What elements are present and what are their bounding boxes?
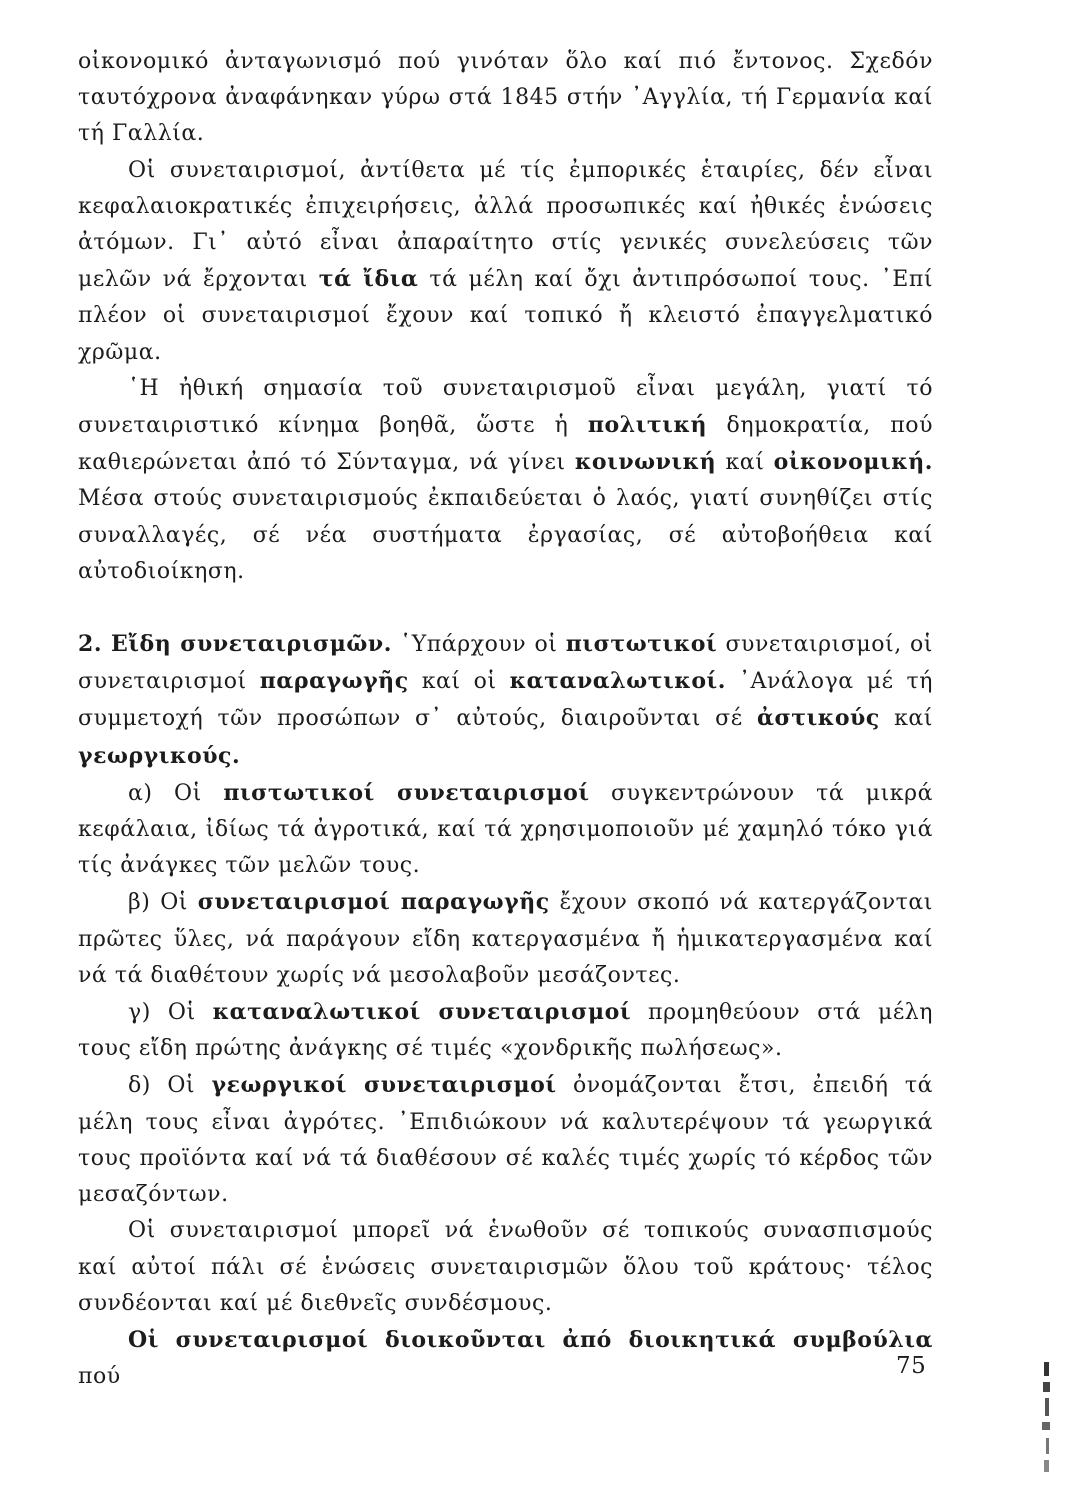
bold-text-run: γεωργικοί συνεταιρισμοί	[211, 1072, 557, 1099]
paragraph	[78, 626, 933, 775]
text-run: α) Οἱ	[128, 780, 224, 806]
bold-text-run: συνεταιρισμοί παραγωγῆς	[197, 889, 550, 916]
text-run: συγκεντρώνουν τά μικρά κεφάλαια, ἰδίως τά ἀγροτικά, καί τά χρησιμοποιοῦν μέ χαμηλό τόκο γιά τίς ἀνάγκες τῶν μελῶν τους.	[78, 780, 933, 879]
page-number: 75	[896, 1353, 927, 1379]
text-run: β) Οἱ	[128, 890, 198, 916]
page-body	[78, 44, 933, 1395]
text-run: καί	[716, 450, 774, 476]
text-run: ᾿Ανάλογα μέ τή συμμετοχή τῶν προσώπων σ᾿ αὐτούς, διαιροῦνται σέ	[78, 669, 934, 732]
paragraph	[78, 153, 933, 371]
bold-text-run: τά ἴδια	[318, 266, 419, 293]
text-run: Μέσα στούς συνεταιρισμούς ἐκπαιδεύεται ὁ λαός, γιατί συνηθίζει στίς συναλλαγές, σέ νέα συστήματα ἐργασίας, σέ αὐτοβοήθεια καί αὐτοδιοίκηση.	[78, 486, 933, 584]
paragraph	[78, 775, 933, 885]
paragraph	[78, 1067, 933, 1213]
bold-text-run: 2.	[78, 631, 112, 658]
text-run: ῾Υπάρχουν οἱ	[391, 632, 566, 658]
bold-text-run: γεωργικούς.	[78, 742, 241, 769]
text-run: πού	[78, 1364, 121, 1390]
text-run: καί οἱ	[408, 669, 510, 695]
bold-text-run: καταναλωτικοί.	[509, 668, 726, 695]
paragraph	[78, 1213, 933, 1322]
paragraph	[78, 994, 933, 1067]
bold-text-run: καταναλωτικοί συνεταιρισμοί	[212, 999, 632, 1026]
text-run: ἔχουν σκοπό νά κατεργάζονται πρῶτες ὕλες, νά παράγουν εἴδη κατεργασμένα ἤ ἡμικατεργασμένα καί νά τά διαθέτουν χωρίς νά μεσολαβοῦν μεσάζοντες.	[78, 890, 933, 988]
text-run: γ) Οἱ	[128, 1000, 213, 1026]
text-run: δ) Οἱ	[128, 1073, 212, 1099]
paragraph	[78, 371, 933, 590]
text-run: προμηθεύουν στά μέλη τους εἴδη πρώτης ἀνάγκης σέ τιμές «χονδρικῆς πωλήσεως».	[78, 1000, 933, 1062]
paragraph	[78, 884, 933, 994]
paragraph	[78, 44, 933, 153]
paragraph-gap	[78, 590, 933, 626]
text-run: ὀνομάζονται ἔτσι, ἐπειδή τά μέλη τους εἶναι ἀγρότες. ᾿Επιδιώκουν νά καλυτερέψουν τά γεωργικά τους προϊόντα καί νά τά διαθέσουν σέ καλές τιμές χωρίς τό κέρδος τῶν μεσαζόντων.	[78, 1073, 933, 1208]
bold-text-run: παραγωγῆς	[259, 668, 409, 695]
text-run: οἰκονομικό ἀνταγωνισμό πού γινόταν ὅλο καί πιό ἔντονος. Σχεδόν ταυτόχρονα ἀναφάνηκαν γύρω στά 1845 στήν ᾿Αγγλία, τή Γερμανία καί τή Γαλλία.	[78, 49, 933, 147]
text-run: τά μέλη καί ὄχι ἀντιπρόσωποί τους. ᾿Επί πλέον οἱ συνεταιρισμοί ἔχουν καί τοπικό ἤ κλειστό ἐπαγγελματικό χρῶμα.	[78, 267, 934, 365]
text-run: συνεταιρισμοί, οἱ συνεταιρισμοί	[78, 632, 933, 695]
text-run: Οἱ συνεταιρισμοί μπορεῖ νά ἑνωθοῦν σέ τοπικούς συνασπισμούς καί αὐτοί πάλι σέ ἑνώσεις συνεταιρισμῶν ὅλου τοῦ κράτους· τέλος συνδέονται καί μέ διεθνεῖς συνδέσμους.	[78, 1218, 933, 1316]
bold-text-run: κοινωνική	[574, 449, 717, 476]
text-run: καί	[879, 706, 933, 732]
text-run: ῾Η ἠθική σημασία τοῦ συνεταιρισμοῦ εἶναι μεγάλη, γιατί τό συνεταιριστικό κίνημα βοηθᾶ, ὥστε ἡ	[78, 375, 933, 439]
bold-text-run: οἰκονομική.	[773, 449, 933, 476]
scan-edge-mark	[1040, 1360, 1054, 1480]
bold-text-run: Οἱ συνεταιρισμοί διοικοῦνται ἀπό διοικητικά συμβούλια	[128, 1326, 933, 1353]
bold-text-run: πιστωτικοί	[565, 631, 718, 658]
bold-text-run: πιστωτικοί συνεταιρισμοί	[223, 779, 590, 806]
bold-text-run: ἀστικούς	[756, 705, 880, 732]
bold-text-run: Εἴδη συνεταιρισμῶν.	[111, 631, 392, 658]
paragraph	[78, 1322, 933, 1395]
text-run: Οἱ συνεταιρισμοί, ἀντίθετα μέ τίς ἐμπορικές ἑταιρίες, δέν εἶναι κεφαλαιοκρατικές ἐπιχειρήσεις, ἀλλά προσωπικές καί ἠθικές ἑνώσεις ἀτόμων. Γι᾿ αὐτό εἶναι ἀπαραίτητο στίς γενικές συνελεύσεις τῶν μελῶν νά ἔρχονται	[78, 157, 933, 293]
text-run: δημοκρατία, πού καθιερώνεται ἀπό τό Σύνταγμα, νά γίνει	[78, 413, 933, 476]
bold-text-run: πολιτική	[587, 412, 708, 439]
